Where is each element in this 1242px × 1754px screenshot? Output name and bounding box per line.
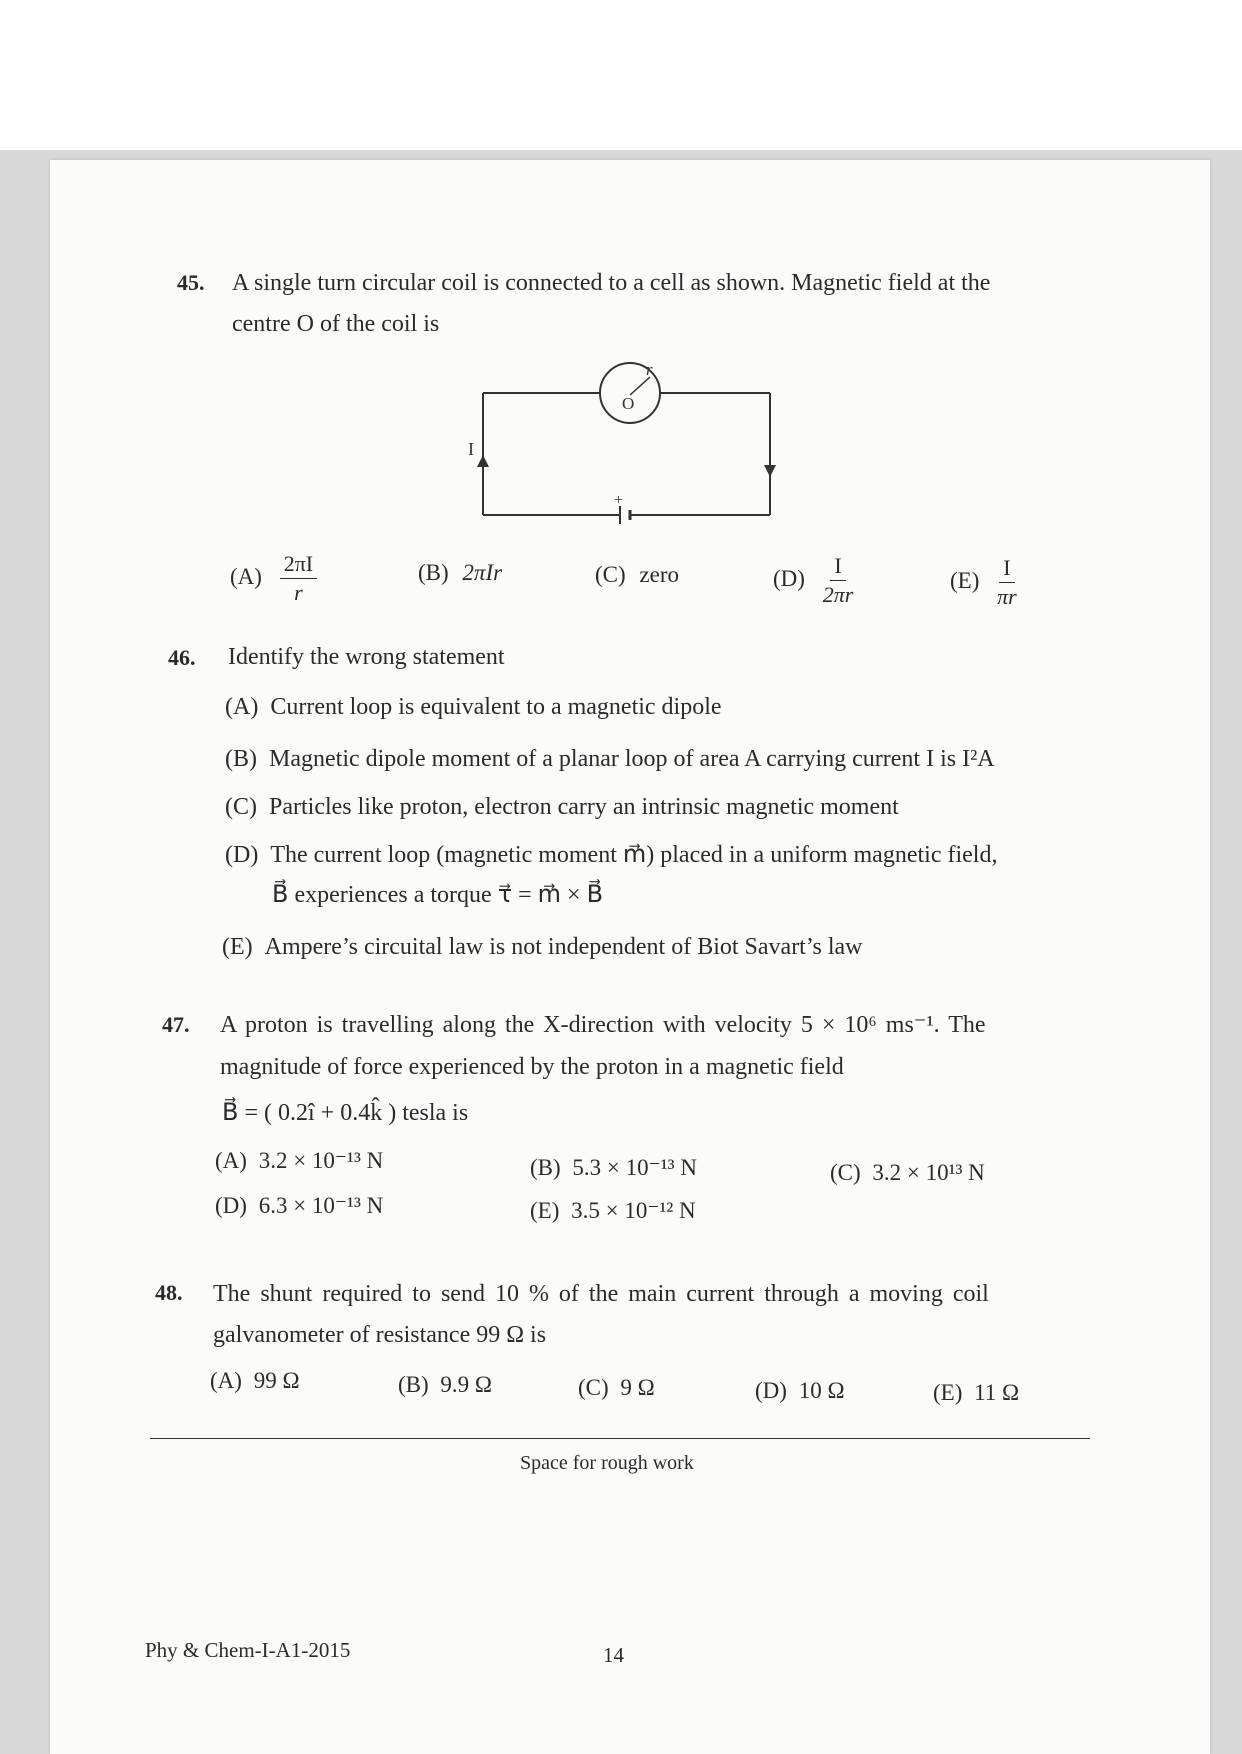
q47-option-d[interactable] <box>215 1193 383 1219</box>
q46-option-e-text: Ampere’s circuital law is not independent of Biot Savart’s law <box>264 934 863 960</box>
q48-option-b[interactable] <box>398 1372 492 1398</box>
q47-option-b-value: 5.3 × 10⁻¹³ N <box>572 1155 697 1180</box>
q47-option-a-value: 3.2 × 10⁻¹³ N <box>258 1148 384 1173</box>
q47-option-e[interactable] <box>530 1198 696 1224</box>
q46-option-b[interactable] <box>225 742 995 776</box>
q45-option-a-denominator: r <box>294 580 303 605</box>
q47-option-a[interactable] <box>215 1148 383 1174</box>
top-margin <box>0 0 1242 150</box>
q46-option-b-text: Magnetic dipole moment of a planar loop of area A carrying current I is I²A <box>269 746 995 772</box>
q46-option-c-label: (C) <box>225 794 257 820</box>
q47-text-line1: A proton is travelling along the X-direction with velocity 5 × 10⁶ ms⁻¹. The <box>220 1012 986 1038</box>
exam-code: Phy & Chem-I-A1-2015 <box>145 1638 351 1662</box>
q45-option-e[interactable] <box>950 554 1017 611</box>
q48-number: 48. <box>155 1280 183 1305</box>
q45-option-a[interactable] <box>230 550 317 607</box>
q48-option-a-label: (A) <box>210 1368 242 1393</box>
q48-option-c-label: (C) <box>578 1375 609 1400</box>
rough-work-label: Space for rough work <box>520 1452 694 1474</box>
q46-option-e-label: (E) <box>222 934 253 960</box>
q45-option-b-value: 2πIr <box>462 560 503 585</box>
q47-option-c-label: (C) <box>830 1160 861 1185</box>
q46-option-d-label: (D) <box>225 842 259 868</box>
q48-option-d[interactable] <box>755 1378 845 1404</box>
q45-option-d-denominator: 2πr <box>822 582 854 607</box>
q45-text-line1: A single turn circular coil is connected to a cell as shown. Magnetic field at the <box>232 270 991 296</box>
page-number: 14 <box>603 1643 624 1667</box>
q47-number: 47. <box>162 1012 190 1037</box>
q46-option-c-text: Particles like proton, electron carry an intrinsic magnetic moment <box>269 794 899 820</box>
q45-option-c-label: (C) <box>595 562 626 587</box>
current-label: I <box>468 439 474 459</box>
radius-line <box>630 377 650 395</box>
q46-option-d-text-line1: The current loop (magnetic moment m⃗) placed in a uniform magnetic field, <box>270 842 998 868</box>
cell-plus-label: + <box>614 492 624 509</box>
q46-option-a-label: (A) <box>225 694 259 720</box>
q47-text-line2: magnitude of force experienced by the proton in a magnetic field <box>220 1054 844 1080</box>
q45-option-b[interactable] <box>418 560 502 586</box>
q47-option-d-value: 6.3 × 10⁻¹³ N <box>258 1193 384 1218</box>
q46-option-d[interactable] <box>225 838 997 872</box>
q45-option-a-numerator: 2πI <box>280 550 317 579</box>
rough-work-divider <box>150 1438 1090 1439</box>
q45-option-d[interactable] <box>773 552 853 609</box>
q46-option-c[interactable] <box>225 790 899 824</box>
q46-option-a-text: Current loop is equivalent to a magnetic dipole <box>270 694 722 720</box>
q48-option-c[interactable] <box>578 1375 655 1401</box>
q48-option-b-label: (B) <box>398 1372 429 1397</box>
q47-option-a-label: (A) <box>215 1148 247 1173</box>
q45-number: 45. <box>177 270 205 295</box>
q48-option-e[interactable] <box>933 1380 1019 1406</box>
q45-option-e-numerator: I <box>999 554 1014 583</box>
q47-option-b[interactable] <box>530 1155 697 1181</box>
q45-option-e-label: (E) <box>950 567 980 593</box>
current-arrow-up <box>477 455 489 467</box>
q46-text: Identify the wrong statement <box>228 644 505 670</box>
q48-option-e-label: (E) <box>933 1380 963 1405</box>
q45-text-line2: centre O of the coil is <box>232 311 440 337</box>
q48-option-a-value: 99 Ω <box>253 1368 300 1393</box>
q46-option-d-text-line2: B⃗ experiences a torque τ⃗ = m⃗ × B⃗ <box>272 882 604 908</box>
circuit-diagram <box>460 355 790 530</box>
q48-option-b-value: 9.9 Ω <box>440 1372 493 1397</box>
q48-option-d-label: (D) <box>755 1378 787 1403</box>
q47-option-e-value: 3.5 × 10⁻¹² N <box>571 1198 696 1223</box>
current-arrow-down <box>764 465 776 477</box>
q48-option-d-value: 10 Ω <box>798 1378 845 1403</box>
q45-option-a-label: (A) <box>230 563 262 589</box>
q48-text-line1: The shunt required to send 10 % of the main current through a moving coil <box>213 1281 989 1307</box>
q48-text-line2: galvanometer of resistance 99 Ω is <box>213 1322 547 1348</box>
q47-option-d-label: (D) <box>215 1193 247 1218</box>
q45-option-e-denominator: πr <box>997 584 1017 609</box>
q47-option-c-value: 3.2 × 10¹³ N <box>872 1160 985 1185</box>
q45-option-c-value: zero <box>639 562 679 587</box>
q47-option-e-label: (E) <box>530 1198 560 1223</box>
q45-option-d-numerator: I <box>830 552 845 581</box>
q46-number: 46. <box>168 645 196 670</box>
center-label: O <box>622 394 635 413</box>
q47-text-line3: B⃗ = ( 0.2î + 0.4k̂ ) tesla is <box>222 1100 469 1126</box>
q46-option-a[interactable] <box>225 690 722 724</box>
q48-option-c-value: 9 Ω <box>620 1375 655 1400</box>
q45-option-b-label: (B) <box>418 560 449 585</box>
q46-option-e[interactable] <box>222 930 863 964</box>
q46-option-b-label: (B) <box>225 746 257 772</box>
q48-option-a[interactable] <box>210 1368 300 1394</box>
radius-label: r <box>646 360 653 379</box>
q45-option-c[interactable] <box>595 562 679 588</box>
q47-option-b-label: (B) <box>530 1155 561 1180</box>
q47-option-c[interactable] <box>830 1160 985 1186</box>
q48-option-e-value: 11 Ω <box>974 1380 1020 1405</box>
q45-option-d-label: (D) <box>773 565 805 591</box>
